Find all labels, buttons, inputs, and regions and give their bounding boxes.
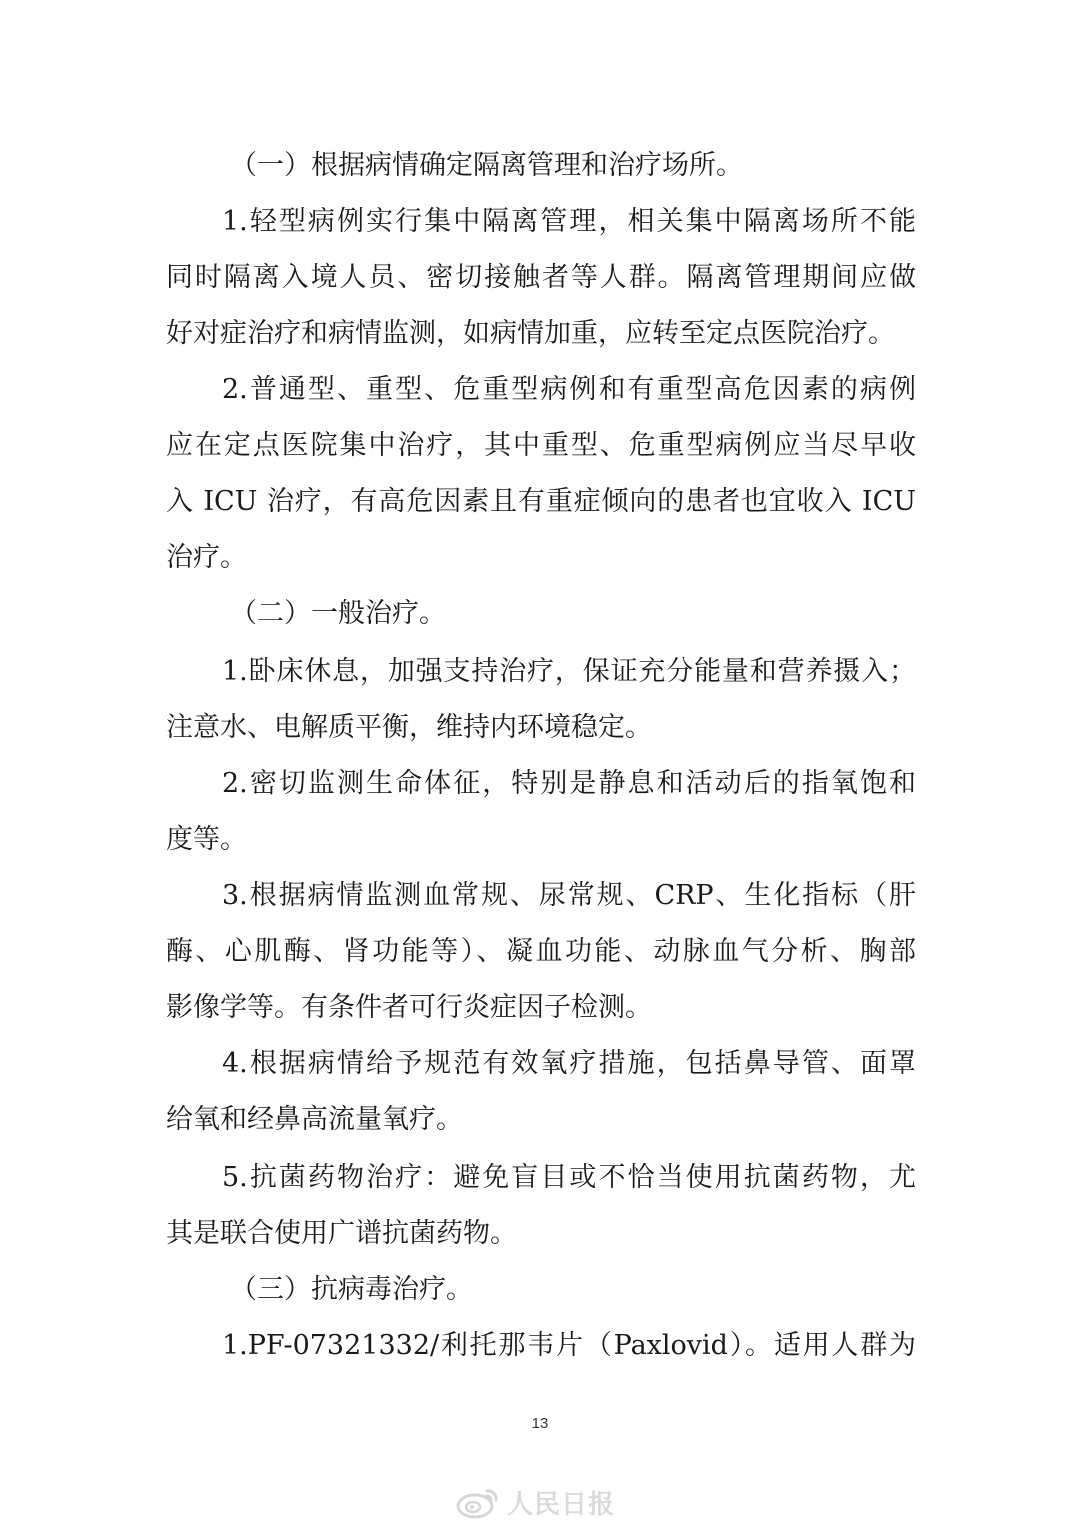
paragraph-line: 治疗。 (166, 542, 247, 573)
watermark-text: 人民日报 (507, 1489, 616, 1520)
weibo-icon (455, 1485, 501, 1519)
paragraph-line: 2.普通型、重型、危重型病例和有重型高危因素的病例 (222, 374, 916, 405)
paragraph-line: 其是联合使用广谱抗菌药物。 (166, 1218, 517, 1249)
section-heading-2: （二）一般治疗。 (230, 598, 446, 629)
watermark (455, 1482, 615, 1522)
paragraph-line: 1.轻型病例实行集中隔离管理，相关集中隔离场所不能 (222, 206, 916, 237)
paragraph-line: 4.根据病情给予规范有效氧疗措施，包括鼻导管、面罩 (222, 1048, 916, 1079)
paragraph-line: 同时隔离入境人员、密切接触者等人群。隔离管理期间应做 (166, 262, 916, 293)
page-number: 13 (531, 1415, 549, 1432)
paragraph-line: 1.PF-07321332/利托那韦片（Paxlovid）。适用人群为 (222, 1330, 916, 1361)
paragraph-line: 注意水、电解质平衡，维持内环境稳定。 (166, 712, 652, 743)
paragraph-line: 入 ICU 治疗，有高危因素且有重症倾向的患者也宜收入 ICU (166, 486, 916, 517)
section-heading-3: （三）抗病毒治疗。 (230, 1274, 473, 1305)
paragraph-line: 给氧和经鼻高流量氧疗。 (166, 1104, 463, 1135)
paragraph-line: 度等。 (166, 824, 247, 855)
paragraph-line: 应在定点医院集中治疗，其中重型、危重型病例应当尽早收 (166, 430, 916, 461)
paragraph-line: 好对症治疗和病情监测，如病情加重，应转至定点医院治疗。 (166, 318, 895, 349)
paragraph-line: 5.抗菌药物治疗：避免盲目或不恰当使用抗菌药物，尤 (222, 1162, 916, 1193)
paragraph-line: 1.卧床休息，加强支持治疗，保证充分能量和营养摄入； (222, 656, 916, 687)
paragraph-line: 3.根据病情监测血常规、尿常规、CRP、生化指标（肝 (222, 880, 916, 911)
paragraph-line: 酶、心肌酶、肾功能等）、凝血功能、动脉血气分析、胸部 (166, 936, 916, 967)
section-heading-1: （一）根据病情确定隔离管理和治疗场所。 (230, 150, 743, 181)
paragraph-line: 2.密切监测生命体征，特别是静息和活动后的指氧饱和 (222, 768, 916, 799)
paragraph-line: 影像学等。有条件者可行炎症因子检测。 (166, 992, 652, 1023)
